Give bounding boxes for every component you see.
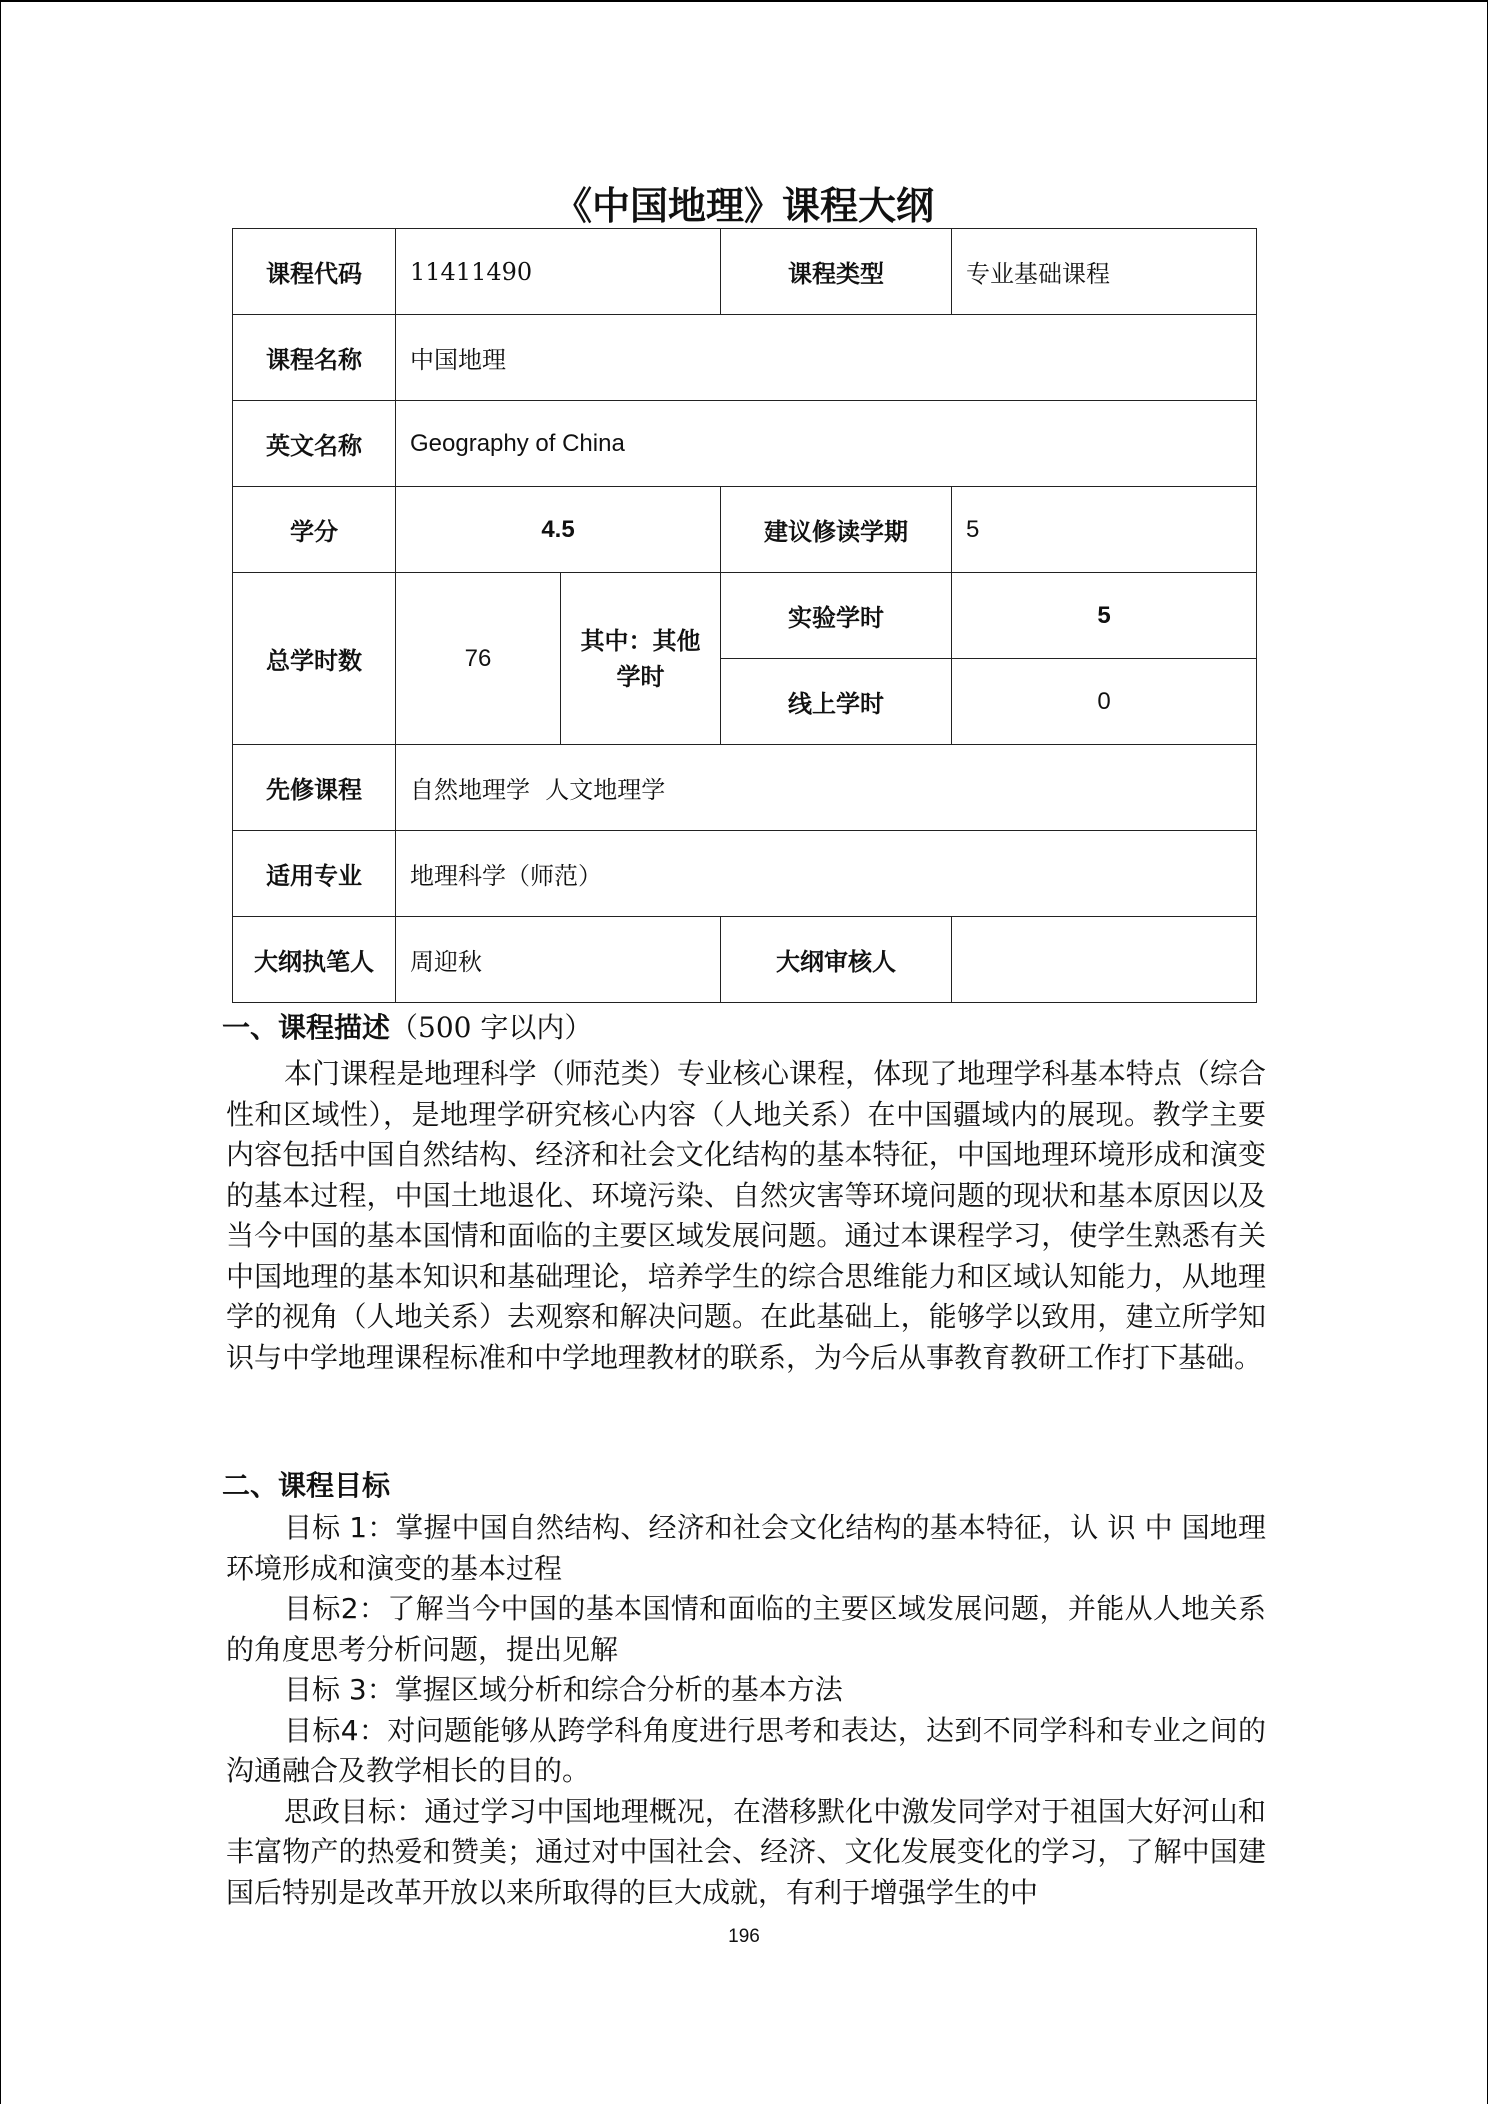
author-value: 周迎秋 <box>396 917 721 1003</box>
document-title: 《中国地理》课程大纲 <box>553 184 934 228</box>
reviewer-value <box>952 917 1257 1003</box>
english-name-label: 英文名称 <box>233 401 396 487</box>
course-type-label: 课程类型 <box>721 229 952 315</box>
table-row <box>233 917 1257 1003</box>
author-label: 大纲执笔人 <box>233 917 396 1003</box>
lab-hours-value: 5 <box>952 573 1257 659</box>
english-name-value: Geography of China <box>396 401 1257 487</box>
major-value: 地理科学（师范） <box>396 831 1257 917</box>
section2-title: 二、课程目标 <box>222 1469 391 1502</box>
credits-label: 学分 <box>233 487 396 573</box>
course-name-value: 中国地理 <box>396 315 1257 401</box>
lab-hours-label: 实验学时 <box>721 573 952 659</box>
section1-note: （500 字以内） <box>390 1011 593 1044</box>
ideological-goal: 思政目标：通过学习中国地理概况，在潜移默化中激发同学对于祖国大好河山和丰富物产的热爱和赞美；通过对中国社会、经济、文化发展变化的学习，了解中国建国后特别是改革开放以来所取得的巨大成就，有利于增强学生的中 <box>226 1794 1266 1909</box>
major-label: 适用专业 <box>233 831 396 917</box>
table-row <box>233 229 1257 315</box>
table-row <box>233 315 1257 401</box>
goal-3: 目标 3：掌握区域分析和综合分析的基本方法 <box>284 1673 843 1706</box>
section1-body <box>226 1054 1266 1378</box>
total-hours-value: 76 <box>396 573 561 745</box>
course-description: 本门课程是地理科学（师范类）专业核心课程，体现了地理学科基本特点（综合性和区域性），是地理学研究核心内容（人地关系）在中国疆域内的展现。教学主要内容包括中国自然结构、经济和社会文化结构的基本特征，中国地理环境形成和演变的基本过程，中国土地退化、环境污染、自然灾害等环境问题的现状和基本原因以及当今中国的基本国情和面临的主要区域发展问题。通过本课程学习，使学生熟悉有关中国地理的基本知识和基础理论，培养学生的综合思维能力和区域认知能力，从地理学的视角（人地关系）去观察和解决问题。在此基础上，能够学以致用，建立所学知识与中学地理课程标准和中学地理教材的联系，为今后从事教育教研工作打下基础。 <box>226 1057 1266 1374</box>
section1-heading <box>222 1008 592 1048</box>
goal-1: 目标 1：掌握中国自然结构、经济和社会文化结构的基本特征，认 识 中 国地理环境形成和演变的基本过程 <box>226 1511 1266 1585</box>
semester-label: 建议修读学期 <box>721 487 952 573</box>
other-hours-label: 其中：其他学时 <box>561 573 721 745</box>
total-hours-label: 总学时数 <box>233 573 396 745</box>
prereq-label: 先修课程 <box>233 745 396 831</box>
section1-title: 一、课程描述 <box>222 1011 391 1044</box>
table-row <box>233 573 1257 659</box>
course-info-table <box>232 228 1257 1003</box>
table-row <box>233 401 1257 487</box>
reviewer-label: 大纲审核人 <box>721 917 952 1003</box>
online-hours-label: 线上学时 <box>721 659 952 745</box>
table-row <box>233 487 1257 573</box>
page-number: 196 <box>728 1926 760 1947</box>
goal-4: 目标4：对问题能够从跨学科角度进行思考和表达，达到不同学科和专业之间的沟通融合及教学相长的目的。 <box>226 1713 1266 1787</box>
course-code-label: 课程代码 <box>233 229 396 315</box>
online-hours-value: 0 <box>952 659 1257 745</box>
course-name-label: 课程名称 <box>233 315 396 401</box>
section2-body <box>226 1508 1266 1913</box>
prereq-value: 自然地理学 人文地理学 <box>396 745 1257 831</box>
section2-heading <box>222 1466 390 1506</box>
semester-value: 5 <box>952 487 1257 573</box>
table-row <box>233 745 1257 831</box>
goal-2: 目标2：了解当今中国的基本国情和面临的主要区域发展问题，并能从人地关系的角度思考分析问题，提出见解 <box>226 1592 1266 1666</box>
course-type-value: 专业基础课程 <box>952 229 1257 315</box>
credits-value: 4.5 <box>396 487 721 573</box>
table-row <box>233 831 1257 917</box>
course-code-value: 11411490 <box>396 229 721 315</box>
